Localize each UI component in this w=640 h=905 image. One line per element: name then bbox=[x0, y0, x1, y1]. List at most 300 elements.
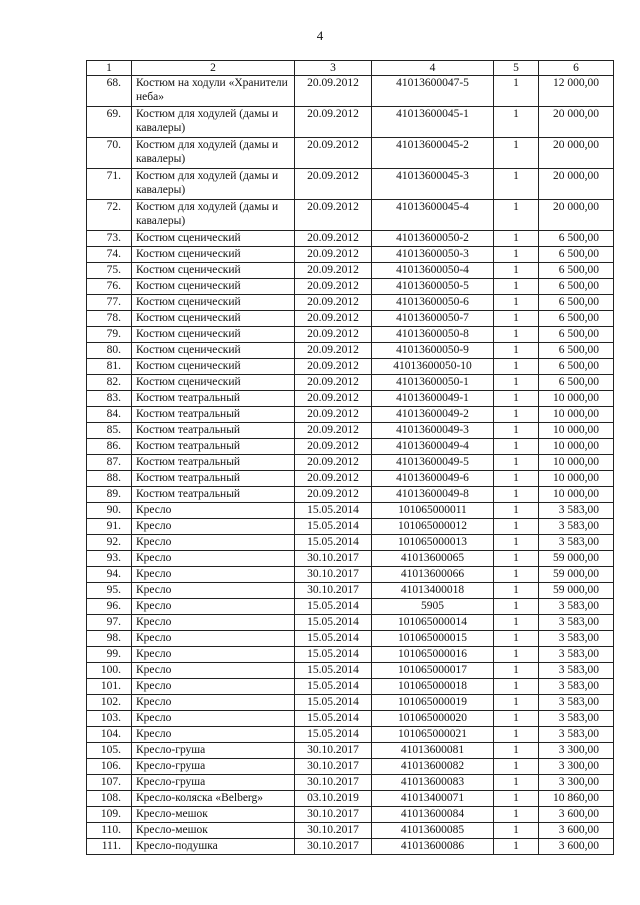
price-cell: 6 500,00 bbox=[539, 247, 614, 263]
row-number-cell: 70. bbox=[87, 138, 132, 169]
row-number-cell: 81. bbox=[87, 359, 132, 375]
date-cell: 20.09.2012 bbox=[295, 311, 372, 327]
inventory-number-cell: 41013600081 bbox=[372, 743, 494, 759]
quantity-cell: 1 bbox=[494, 631, 539, 647]
table-row bbox=[87, 169, 614, 200]
header-row bbox=[87, 61, 614, 76]
header-cell: 1 bbox=[87, 61, 132, 76]
name-cell: Костюм для ходулей (дамы и кавалеры) bbox=[132, 169, 295, 200]
table-row bbox=[87, 487, 614, 503]
quantity-cell: 1 bbox=[494, 138, 539, 169]
inventory-number-cell: 101065000013 bbox=[372, 535, 494, 551]
row-number-cell: 110. bbox=[87, 823, 132, 839]
name-cell: Кресло bbox=[132, 567, 295, 583]
table-row bbox=[87, 471, 614, 487]
quantity-cell: 1 bbox=[494, 311, 539, 327]
name-cell: Костюм сценический bbox=[132, 279, 295, 295]
inventory-number-cell: 41013600047-5 bbox=[372, 76, 494, 107]
inventory-number-cell: 41013600049-6 bbox=[372, 471, 494, 487]
date-cell: 30.10.2017 bbox=[295, 775, 372, 791]
name-cell: Кресло bbox=[132, 679, 295, 695]
price-cell: 3 583,00 bbox=[539, 519, 614, 535]
price-cell: 3 300,00 bbox=[539, 743, 614, 759]
inventory-number-cell: 41013600049-2 bbox=[372, 407, 494, 423]
row-number-cell: 104. bbox=[87, 727, 132, 743]
table-row bbox=[87, 138, 614, 169]
name-cell: Костюм театральный bbox=[132, 439, 295, 455]
row-number-cell: 106. bbox=[87, 759, 132, 775]
date-cell: 30.10.2017 bbox=[295, 759, 372, 775]
row-number-cell: 102. bbox=[87, 695, 132, 711]
table-row bbox=[87, 519, 614, 535]
quantity-cell: 1 bbox=[494, 823, 539, 839]
price-cell: 6 500,00 bbox=[539, 263, 614, 279]
date-cell: 20.09.2012 bbox=[295, 169, 372, 200]
name-cell: Кресло bbox=[132, 647, 295, 663]
date-cell: 20.09.2012 bbox=[295, 200, 372, 231]
name-cell: Костюм театральный bbox=[132, 471, 295, 487]
price-cell: 6 500,00 bbox=[539, 327, 614, 343]
row-number-cell: 83. bbox=[87, 391, 132, 407]
quantity-cell: 1 bbox=[494, 791, 539, 807]
inventory-number-cell: 41013600050-2 bbox=[372, 231, 494, 247]
quantity-cell: 1 bbox=[494, 76, 539, 107]
price-cell: 3 583,00 bbox=[539, 535, 614, 551]
price-cell: 10 000,00 bbox=[539, 391, 614, 407]
table-row bbox=[87, 311, 614, 327]
row-number-cell: 75. bbox=[87, 263, 132, 279]
date-cell: 15.05.2014 bbox=[295, 727, 372, 743]
row-number-cell: 84. bbox=[87, 407, 132, 423]
name-cell: Костюм сценический bbox=[132, 263, 295, 279]
inventory-number-cell: 41013400071 bbox=[372, 791, 494, 807]
quantity-cell: 1 bbox=[494, 599, 539, 615]
price-cell: 6 500,00 bbox=[539, 375, 614, 391]
name-cell: Кресло bbox=[132, 503, 295, 519]
table-row bbox=[87, 615, 614, 631]
inventory-number-cell: 41013600085 bbox=[372, 823, 494, 839]
date-cell: 20.09.2012 bbox=[295, 76, 372, 107]
date-cell: 20.09.2012 bbox=[295, 407, 372, 423]
table-row bbox=[87, 343, 614, 359]
table-row bbox=[87, 279, 614, 295]
inventory-table bbox=[86, 60, 614, 855]
name-cell: Костюм театральный bbox=[132, 391, 295, 407]
table-row bbox=[87, 391, 614, 407]
name-cell: Кресло bbox=[132, 711, 295, 727]
inventory-number-cell: 101065000021 bbox=[372, 727, 494, 743]
quantity-cell: 1 bbox=[494, 535, 539, 551]
quantity-cell: 1 bbox=[494, 647, 539, 663]
name-cell: Кресло bbox=[132, 599, 295, 615]
row-number-cell: 89. bbox=[87, 487, 132, 503]
row-number-cell: 100. bbox=[87, 663, 132, 679]
header-cell: 6 bbox=[539, 61, 614, 76]
row-number-cell: 79. bbox=[87, 327, 132, 343]
date-cell: 15.05.2014 bbox=[295, 663, 372, 679]
name-cell: Кресло-мешок bbox=[132, 823, 295, 839]
table-row bbox=[87, 839, 614, 855]
inventory-number-cell: 41013600045-2 bbox=[372, 138, 494, 169]
table-row bbox=[87, 567, 614, 583]
inventory-number-cell: 41013600049-3 bbox=[372, 423, 494, 439]
table-row bbox=[87, 263, 614, 279]
inventory-number-cell: 41013600050-10 bbox=[372, 359, 494, 375]
quantity-cell: 1 bbox=[494, 279, 539, 295]
inventory-number-cell: 41013600082 bbox=[372, 759, 494, 775]
inventory-number-cell: 101065000015 bbox=[372, 631, 494, 647]
inventory-number-cell: 41013600050-1 bbox=[372, 375, 494, 391]
price-cell: 3 583,00 bbox=[539, 647, 614, 663]
row-number-cell: 82. bbox=[87, 375, 132, 391]
date-cell: 15.05.2014 bbox=[295, 519, 372, 535]
table-row bbox=[87, 551, 614, 567]
price-cell: 3 583,00 bbox=[539, 663, 614, 679]
name-cell: Костюм театральный bbox=[132, 423, 295, 439]
name-cell: Костюм сценический bbox=[132, 231, 295, 247]
price-cell: 20 000,00 bbox=[539, 107, 614, 138]
price-cell: 6 500,00 bbox=[539, 279, 614, 295]
page-number: 4 bbox=[316, 28, 324, 43]
header-cell: 3 bbox=[295, 61, 372, 76]
quantity-cell: 1 bbox=[494, 743, 539, 759]
name-cell: Кресло-груша bbox=[132, 759, 295, 775]
inventory-number-cell: 101065000018 bbox=[372, 679, 494, 695]
price-cell: 59 000,00 bbox=[539, 551, 614, 567]
price-cell: 10 000,00 bbox=[539, 423, 614, 439]
table-row bbox=[87, 583, 614, 599]
quantity-cell: 1 bbox=[494, 231, 539, 247]
date-cell: 15.05.2014 bbox=[295, 631, 372, 647]
quantity-cell: 1 bbox=[494, 375, 539, 391]
date-cell: 20.09.2012 bbox=[295, 279, 372, 295]
name-cell: Костюм для ходулей (дамы и кавалеры) bbox=[132, 107, 295, 138]
row-number-cell: 103. bbox=[87, 711, 132, 727]
quantity-cell: 1 bbox=[494, 169, 539, 200]
date-cell: 15.05.2014 bbox=[295, 615, 372, 631]
row-number-cell: 107. bbox=[87, 775, 132, 791]
row-number-cell: 78. bbox=[87, 311, 132, 327]
quantity-cell: 1 bbox=[494, 263, 539, 279]
inventory-number-cell: 41013600066 bbox=[372, 567, 494, 583]
date-cell: 20.09.2012 bbox=[295, 391, 372, 407]
quantity-cell: 1 bbox=[494, 695, 539, 711]
date-cell: 30.10.2017 bbox=[295, 583, 372, 599]
row-number-cell: 80. bbox=[87, 343, 132, 359]
table-row bbox=[87, 823, 614, 839]
price-cell: 10 000,00 bbox=[539, 471, 614, 487]
inventory-number-cell: 41013600049-8 bbox=[372, 487, 494, 503]
name-cell: Костюм сценический bbox=[132, 311, 295, 327]
inventory-number-cell: 41013600050-4 bbox=[372, 263, 494, 279]
name-cell: Кресло bbox=[132, 535, 295, 551]
name-cell: Кресло bbox=[132, 695, 295, 711]
date-cell: 20.09.2012 bbox=[295, 343, 372, 359]
inventory-number-cell: 41013400018 bbox=[372, 583, 494, 599]
table-row bbox=[87, 679, 614, 695]
table-row bbox=[87, 423, 614, 439]
price-cell: 10 000,00 bbox=[539, 407, 614, 423]
quantity-cell: 1 bbox=[494, 391, 539, 407]
table-row bbox=[87, 76, 614, 107]
quantity-cell: 1 bbox=[494, 551, 539, 567]
inventory-number-cell: 101065000020 bbox=[372, 711, 494, 727]
price-cell: 3 583,00 bbox=[539, 711, 614, 727]
table-row bbox=[87, 503, 614, 519]
date-cell: 20.09.2012 bbox=[295, 375, 372, 391]
date-cell: 20.09.2012 bbox=[295, 247, 372, 263]
row-number-cell: 71. bbox=[87, 169, 132, 200]
date-cell: 20.09.2012 bbox=[295, 107, 372, 138]
row-number-cell: 69. bbox=[87, 107, 132, 138]
row-number-cell: 94. bbox=[87, 567, 132, 583]
name-cell: Кресло-груша bbox=[132, 743, 295, 759]
row-number-cell: 91. bbox=[87, 519, 132, 535]
quantity-cell: 1 bbox=[494, 343, 539, 359]
date-cell: 03.10.2019 bbox=[295, 791, 372, 807]
name-cell: Костюм театральный bbox=[132, 407, 295, 423]
price-cell: 20 000,00 bbox=[539, 200, 614, 231]
quantity-cell: 1 bbox=[494, 200, 539, 231]
date-cell: 20.09.2012 bbox=[295, 487, 372, 503]
table-row bbox=[87, 599, 614, 615]
inventory-number-cell: 101065000012 bbox=[372, 519, 494, 535]
inventory-number-cell: 41013600050-7 bbox=[372, 311, 494, 327]
row-number-cell: 98. bbox=[87, 631, 132, 647]
table-row bbox=[87, 711, 614, 727]
name-cell: Кресло bbox=[132, 519, 295, 535]
price-cell: 6 500,00 bbox=[539, 231, 614, 247]
row-number-cell: 92. bbox=[87, 535, 132, 551]
name-cell: Костюм театральный bbox=[132, 455, 295, 471]
quantity-cell: 1 bbox=[494, 439, 539, 455]
header-cell: 2 bbox=[132, 61, 295, 76]
quantity-cell: 1 bbox=[494, 471, 539, 487]
header-cell: 4 bbox=[372, 61, 494, 76]
quantity-cell: 1 bbox=[494, 107, 539, 138]
table-row bbox=[87, 727, 614, 743]
row-number-cell: 90. bbox=[87, 503, 132, 519]
price-cell: 6 500,00 bbox=[539, 311, 614, 327]
row-number-cell: 85. bbox=[87, 423, 132, 439]
quantity-cell: 1 bbox=[494, 519, 539, 535]
price-cell: 10 860,00 bbox=[539, 791, 614, 807]
date-cell: 15.05.2014 bbox=[295, 599, 372, 615]
table-row bbox=[87, 631, 614, 647]
table-row bbox=[87, 807, 614, 823]
inventory-number-cell: 41013600050-3 bbox=[372, 247, 494, 263]
date-cell: 20.09.2012 bbox=[295, 439, 372, 455]
table-row bbox=[87, 359, 614, 375]
date-cell: 30.10.2017 bbox=[295, 839, 372, 855]
quantity-cell: 1 bbox=[494, 727, 539, 743]
name-cell: Кресло bbox=[132, 727, 295, 743]
table-row bbox=[87, 535, 614, 551]
price-cell: 3 583,00 bbox=[539, 631, 614, 647]
date-cell: 15.05.2014 bbox=[295, 503, 372, 519]
table-row bbox=[87, 455, 614, 471]
date-cell: 20.09.2012 bbox=[295, 295, 372, 311]
name-cell: Костюм сценический bbox=[132, 359, 295, 375]
inventory-number-cell: 41013600045-1 bbox=[372, 107, 494, 138]
quantity-cell: 1 bbox=[494, 295, 539, 311]
name-cell: Костюм сценический bbox=[132, 295, 295, 311]
inventory-number-cell: 101065000016 bbox=[372, 647, 494, 663]
name-cell: Костюм сценический bbox=[132, 327, 295, 343]
price-cell: 3 583,00 bbox=[539, 727, 614, 743]
table-row bbox=[87, 759, 614, 775]
price-cell: 20 000,00 bbox=[539, 169, 614, 200]
inventory-number-cell: 41013600083 bbox=[372, 775, 494, 791]
quantity-cell: 1 bbox=[494, 247, 539, 263]
name-cell: Костюм театральный bbox=[132, 487, 295, 503]
date-cell: 15.05.2014 bbox=[295, 647, 372, 663]
name-cell: Костюм сценический bbox=[132, 375, 295, 391]
header-cell: 5 bbox=[494, 61, 539, 76]
table-row bbox=[87, 231, 614, 247]
date-cell: 20.09.2012 bbox=[295, 471, 372, 487]
price-cell: 3 600,00 bbox=[539, 807, 614, 823]
name-cell: Кресло-подушка bbox=[132, 839, 295, 855]
row-number-cell: 76. bbox=[87, 279, 132, 295]
date-cell: 20.09.2012 bbox=[295, 263, 372, 279]
price-cell: 3 583,00 bbox=[539, 599, 614, 615]
table-row bbox=[87, 663, 614, 679]
price-cell: 20 000,00 bbox=[539, 138, 614, 169]
quantity-cell: 1 bbox=[494, 423, 539, 439]
price-cell: 3 600,00 bbox=[539, 823, 614, 839]
inventory-number-cell: 41013600045-3 bbox=[372, 169, 494, 200]
table-row bbox=[87, 295, 614, 311]
quantity-cell: 1 bbox=[494, 759, 539, 775]
date-cell: 20.09.2012 bbox=[295, 327, 372, 343]
name-cell: Костюм сценический bbox=[132, 343, 295, 359]
inventory-number-cell: 41013600084 bbox=[372, 807, 494, 823]
row-number-cell: 73. bbox=[87, 231, 132, 247]
date-cell: 20.09.2012 bbox=[295, 423, 372, 439]
price-cell: 3 583,00 bbox=[539, 695, 614, 711]
row-number-cell: 95. bbox=[87, 583, 132, 599]
inventory-number-cell: 41013600049-5 bbox=[372, 455, 494, 471]
price-cell: 12 000,00 bbox=[539, 76, 614, 107]
row-number-cell: 68. bbox=[87, 76, 132, 107]
table-row bbox=[87, 247, 614, 263]
name-cell: Кресло-мешок bbox=[132, 807, 295, 823]
table-row bbox=[87, 107, 614, 138]
price-cell: 3 583,00 bbox=[539, 615, 614, 631]
price-cell: 3 600,00 bbox=[539, 839, 614, 855]
row-number-cell: 93. bbox=[87, 551, 132, 567]
table-row bbox=[87, 375, 614, 391]
price-cell: 3 583,00 bbox=[539, 679, 614, 695]
date-cell: 15.05.2014 bbox=[295, 679, 372, 695]
quantity-cell: 1 bbox=[494, 359, 539, 375]
inventory-number-cell: 41013600045-4 bbox=[372, 200, 494, 231]
date-cell: 15.05.2014 bbox=[295, 535, 372, 551]
inventory-number-cell: 41013600049-4 bbox=[372, 439, 494, 455]
row-number-cell: 101. bbox=[87, 679, 132, 695]
price-cell: 3 583,00 bbox=[539, 503, 614, 519]
quantity-cell: 1 bbox=[494, 487, 539, 503]
name-cell: Костюм для ходулей (дамы и кавалеры) bbox=[132, 138, 295, 169]
price-cell: 6 500,00 bbox=[539, 295, 614, 311]
inventory-number-cell: 41013600049-1 bbox=[372, 391, 494, 407]
quantity-cell: 1 bbox=[494, 583, 539, 599]
name-cell: Кресло bbox=[132, 583, 295, 599]
price-cell: 10 000,00 bbox=[539, 487, 614, 503]
table-row bbox=[87, 439, 614, 455]
table-row bbox=[87, 695, 614, 711]
table-row bbox=[87, 327, 614, 343]
inventory-number-cell: 5905 bbox=[372, 599, 494, 615]
quantity-cell: 1 bbox=[494, 663, 539, 679]
date-cell: 30.10.2017 bbox=[295, 823, 372, 839]
name-cell: Костюм на ходули «Хранители неба» bbox=[132, 76, 295, 107]
quantity-cell: 1 bbox=[494, 839, 539, 855]
quantity-cell: 1 bbox=[494, 567, 539, 583]
inventory-number-cell: 41013600050-9 bbox=[372, 343, 494, 359]
price-cell: 10 000,00 bbox=[539, 439, 614, 455]
price-cell: 59 000,00 bbox=[539, 583, 614, 599]
quantity-cell: 1 bbox=[494, 615, 539, 631]
quantity-cell: 1 bbox=[494, 807, 539, 823]
table-row bbox=[87, 647, 614, 663]
inventory-number-cell: 41013600050-5 bbox=[372, 279, 494, 295]
row-number-cell: 74. bbox=[87, 247, 132, 263]
name-cell: Костюм для ходулей (дамы и кавалеры) bbox=[132, 200, 295, 231]
date-cell: 20.09.2012 bbox=[295, 359, 372, 375]
price-cell: 3 300,00 bbox=[539, 759, 614, 775]
date-cell: 15.05.2014 bbox=[295, 711, 372, 727]
table-row bbox=[87, 743, 614, 759]
quantity-cell: 1 bbox=[494, 711, 539, 727]
quantity-cell: 1 bbox=[494, 679, 539, 695]
table-row bbox=[87, 791, 614, 807]
quantity-cell: 1 bbox=[494, 455, 539, 471]
table-row bbox=[87, 200, 614, 231]
row-number-cell: 96. bbox=[87, 599, 132, 615]
inventory-number-cell: 101065000011 bbox=[372, 503, 494, 519]
date-cell: 20.09.2012 bbox=[295, 138, 372, 169]
row-number-cell: 108. bbox=[87, 791, 132, 807]
inventory-number-cell: 101065000017 bbox=[372, 663, 494, 679]
row-number-cell: 87. bbox=[87, 455, 132, 471]
price-cell: 10 000,00 bbox=[539, 455, 614, 471]
name-cell: Кресло bbox=[132, 551, 295, 567]
row-number-cell: 86. bbox=[87, 439, 132, 455]
row-number-cell: 77. bbox=[87, 295, 132, 311]
inventory-number-cell: 41013600050-8 bbox=[372, 327, 494, 343]
name-cell: Кресло bbox=[132, 663, 295, 679]
table-row bbox=[87, 775, 614, 791]
date-cell: 30.10.2017 bbox=[295, 567, 372, 583]
inventory-number-cell: 41013600050-6 bbox=[372, 295, 494, 311]
date-cell: 20.09.2012 bbox=[295, 455, 372, 471]
quantity-cell: 1 bbox=[494, 407, 539, 423]
inventory-number-cell: 41013600065 bbox=[372, 551, 494, 567]
name-cell: Кресло bbox=[132, 615, 295, 631]
price-cell: 6 500,00 bbox=[539, 359, 614, 375]
row-number-cell: 111. bbox=[87, 839, 132, 855]
quantity-cell: 1 bbox=[494, 503, 539, 519]
table-row bbox=[87, 407, 614, 423]
quantity-cell: 1 bbox=[494, 775, 539, 791]
name-cell: Кресло bbox=[132, 631, 295, 647]
name-cell: Костюм сценический bbox=[132, 247, 295, 263]
inventory-number-cell: 101065000014 bbox=[372, 615, 494, 631]
price-cell: 59 000,00 bbox=[539, 567, 614, 583]
price-cell: 6 500,00 bbox=[539, 343, 614, 359]
